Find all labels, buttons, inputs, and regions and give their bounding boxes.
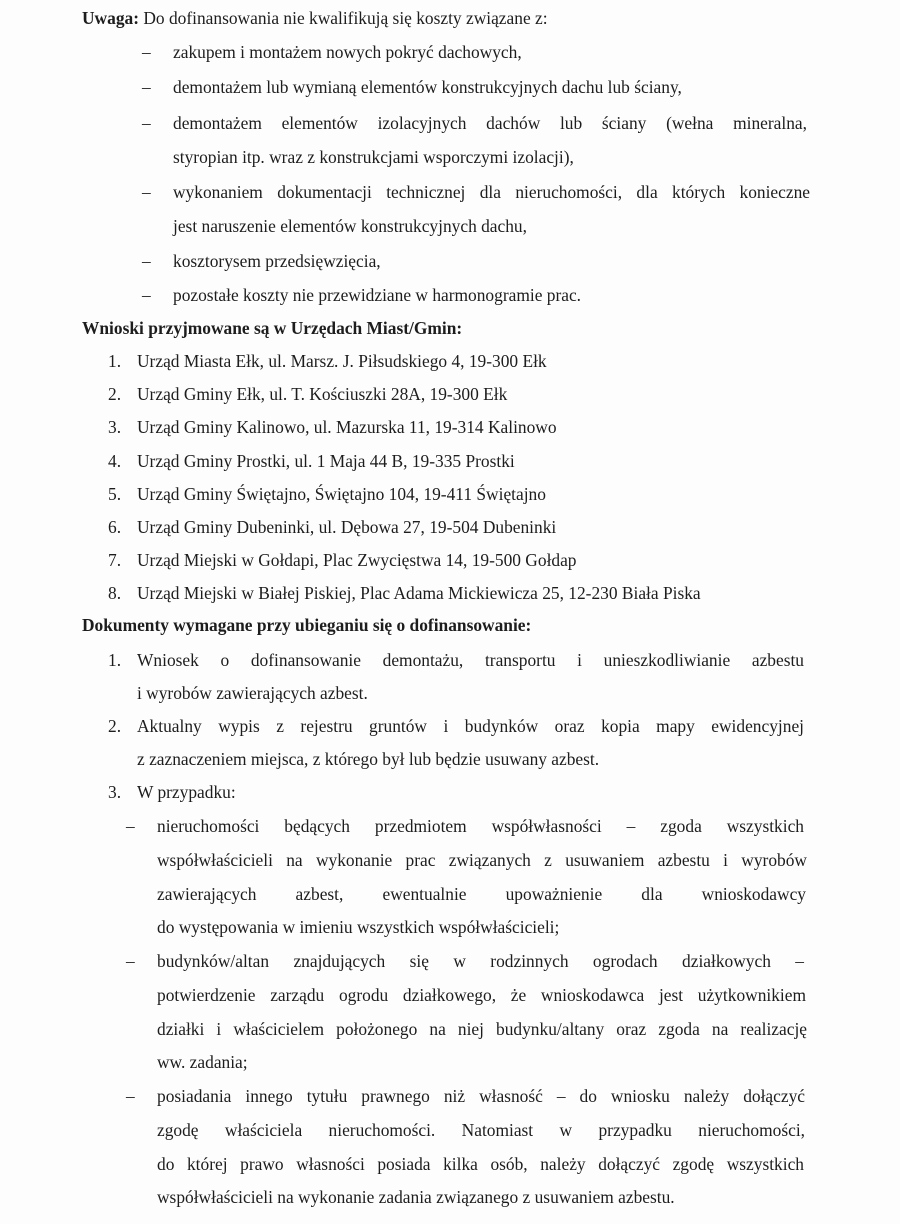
uwaga-item-continuation: jest naruszenie elementów konstrukcyjnych dachu, xyxy=(173,216,527,236)
dash-bullet: – xyxy=(142,113,151,133)
case-item-continuation: ww. zadania; xyxy=(157,1052,248,1072)
office-item: Urząd Gminy Ełk, ul. T. Kościuszki 28A, 19-300 Ełk xyxy=(137,384,508,404)
uwaga-label: Uwaga: xyxy=(82,8,139,28)
dash-bullet: – xyxy=(126,816,135,836)
uwaga-item: zakupem i montażem nowych pokryć dachowych, xyxy=(173,42,522,62)
case-item: posiadania innego tytułu prawnego niż własność – do wniosku należy dołączyć xyxy=(157,1086,805,1106)
dash-bullet: – xyxy=(142,42,151,62)
case-item: budynków/altan znajdujących się w rodzinnych ogrodach działkowych – xyxy=(157,951,804,971)
document-item-continuation: z zaznaczeniem miejsca, z którego był lub będzie usuwany azbest. xyxy=(137,749,600,769)
office-item: Urząd Gminy Prostki, ul. 1 Maja 44 B, 19-335 Prostki xyxy=(137,451,515,471)
uwaga-item: kosztorysem przedsięwzięcia, xyxy=(173,251,381,271)
uwaga-item: demontażem lub wymianą elementów konstrukcyjnych dachu lub ściany, xyxy=(173,77,682,97)
case-item-continuation: współwłaścicieli na wykonanie prac związanych z usuwaniem azbestu i wyrobów xyxy=(157,850,807,870)
list-number: 1. xyxy=(108,351,122,371)
list-number: 3. xyxy=(108,417,122,437)
dash-bullet: – xyxy=(142,285,151,305)
list-number: 3. xyxy=(108,782,122,802)
list-number: 8. xyxy=(108,583,122,603)
case-item-continuation: do której prawo własności posiada kilka osób, należy dołączyć zgodę wszystkich xyxy=(157,1154,804,1174)
document-item-continuation: i wyrobów zawierających azbest. xyxy=(137,683,368,703)
office-item: Urząd Miasta Ełk, ul. Marsz. J. Piłsudskiego 4, 19-300 Ełk xyxy=(137,351,547,371)
case-item: nieruchomości będących przedmiotem współwłasności – zgoda wszystkich xyxy=(157,816,804,836)
list-number: 7. xyxy=(108,550,122,570)
list-number: 5. xyxy=(108,484,122,504)
uwaga-intro xyxy=(82,8,548,28)
document-item: Wniosek o dofinansowanie demontażu, transportu i unieszkodliwianie azbestu xyxy=(137,650,804,670)
office-item: Urząd Miejski w Białej Piskiej, Plac Adama Mickiewicza 25, 12-230 Biała Piska xyxy=(137,583,701,603)
office-item: Urząd Gminy Świętajno, Świętajno 104, 19-411 Świętajno xyxy=(137,484,546,504)
uwaga-intro-text: Do dofinansowania nie kwalifikują się koszty związane z: xyxy=(143,8,548,28)
dash-bullet: – xyxy=(126,951,135,971)
wnioski-heading: Wnioski przyjmowane są w Urzędach Miast/Gmin: xyxy=(82,318,463,338)
list-number: 1. xyxy=(108,650,122,670)
case-item-continuation: zgodę właściciela nieruchomości. Natomiast w przypadku nieruchomości, xyxy=(157,1120,805,1140)
dash-bullet: – xyxy=(126,1086,135,1106)
case-item-continuation: działki i właścicielem położonego na niej budynku/altany oraz zgoda na realizację xyxy=(157,1019,807,1039)
list-number: 6. xyxy=(108,517,122,537)
document-item: Aktualny wypis z rejestru gruntów i budynków oraz kopia mapy ewidencyjnej xyxy=(137,716,804,736)
dash-bullet: – xyxy=(142,77,151,97)
dash-bullet: – xyxy=(142,182,151,202)
uwaga-item: pozostałe koszty nie przewidziane w harmonogramie prac. xyxy=(173,285,582,305)
uwaga-item: wykonaniem dokumentacji technicznej dla nieruchomości, dla których konieczne xyxy=(173,182,810,202)
office-item: Urząd Gminy Dubeninki, ul. Dębowa 27, 19-504 Dubeninki xyxy=(137,517,557,537)
office-item: Urząd Gminy Kalinowo, ul. Mazurska 11, 19-314 Kalinowo xyxy=(137,417,557,437)
dash-bullet: – xyxy=(142,251,151,271)
document-item: W przypadku: xyxy=(137,782,236,802)
case-item-continuation: do występowania w imieniu wszystkich współwłaścicieli; xyxy=(157,917,560,937)
case-item-continuation: zawierających azbest, ewentualnie upoważnienie dla wnioskodawcy xyxy=(157,884,806,904)
list-number: 2. xyxy=(108,384,122,404)
list-number: 4. xyxy=(108,451,122,471)
list-number: 2. xyxy=(108,716,122,736)
office-item: Urząd Miejski w Gołdapi, Plac Zwycięstwa 14, 19-500 Gołdap xyxy=(137,550,577,570)
dokumenty-heading: Dokumenty wymagane przy ubieganiu się o dofinansowanie: xyxy=(82,615,532,635)
uwaga-item-continuation: styropian itp. wraz z konstrukcjami wsporczymi izolacji), xyxy=(173,147,574,167)
case-item-continuation: potwierdzenie zarządu ogrodu działkowego, że wnioskodawca jest użytkownikiem xyxy=(157,985,806,1005)
case-item-continuation: współwłaścicieli na wykonanie zadania związanego z usuwaniem azbestu. xyxy=(157,1187,675,1207)
uwaga-item: demontażem elementów izolacyjnych dachów lub ściany (wełna mineralna, xyxy=(173,113,807,133)
